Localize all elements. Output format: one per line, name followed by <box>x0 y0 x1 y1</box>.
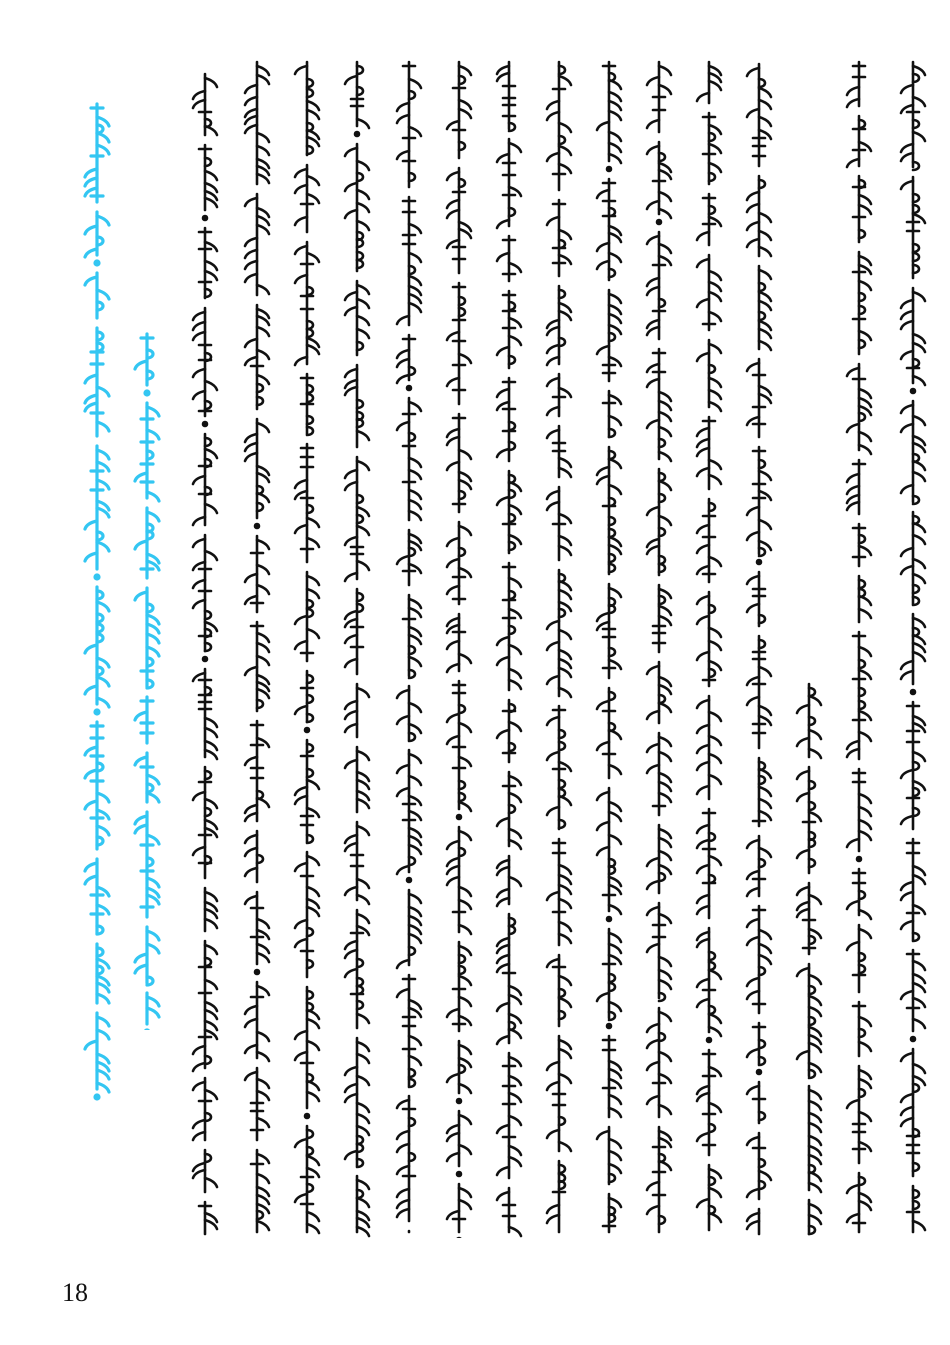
body-line <box>188 70 222 1240</box>
body-line <box>792 680 826 1240</box>
body-line <box>240 58 274 1238</box>
body-line <box>642 58 676 1238</box>
body-line <box>742 60 776 1240</box>
heading-line <box>80 100 114 1110</box>
body-line <box>592 58 626 1238</box>
body-line <box>442 58 476 1238</box>
body-line <box>896 58 930 1238</box>
body-line <box>492 58 526 1238</box>
body-line <box>392 58 426 1238</box>
body-line <box>340 58 374 1238</box>
page-number: 18 <box>62 1278 88 1307</box>
body-line <box>842 58 876 1238</box>
body-line <box>542 58 576 1238</box>
body-line <box>692 58 726 1238</box>
heading-line <box>130 330 164 1030</box>
body-line <box>290 58 324 1238</box>
